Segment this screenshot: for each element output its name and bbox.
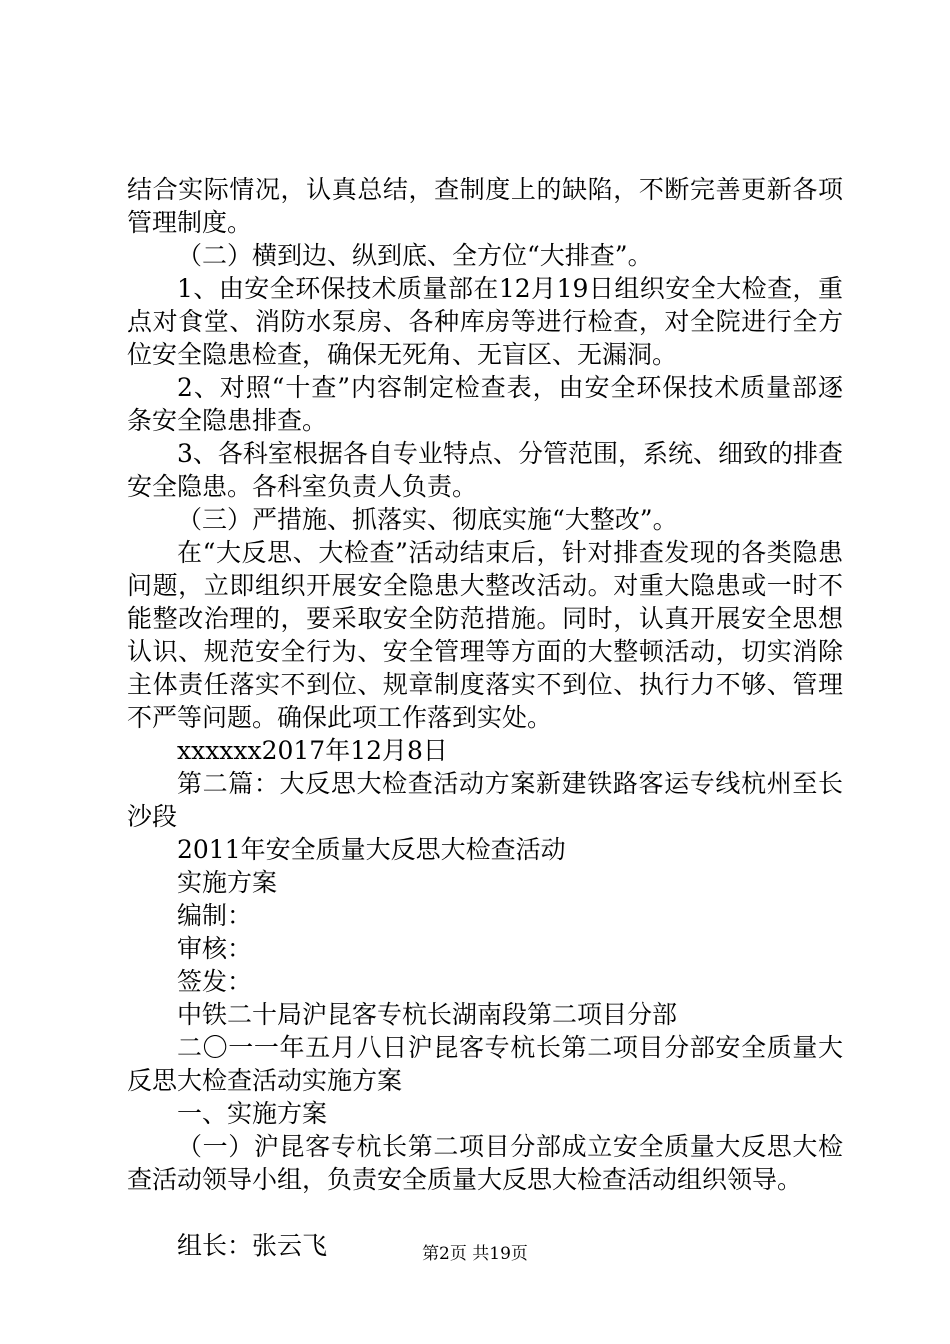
organization-name: 中铁二十局沪昆客专杭长湖南段第二项目分部 [177, 1000, 678, 1029]
reviewed-by: 审核： [177, 934, 253, 963]
issued-by: 签发： [177, 967, 253, 996]
section-heading-1: 一、实施方案 [177, 1099, 328, 1128]
document-body [127, 173, 843, 1262]
page-footer: 第2页 共19页 [422, 1244, 528, 1264]
date-and-plan-title: 二〇一一年五月八日沪昆客专杭长第二项目分部安全质量大反思大检查活动实施方案 [127, 1033, 843, 1095]
list-item-3: 3、各科室根据各自专业特点、分管范围，系统、细致的排查安全隐患。各科室负责人负责。 [127, 439, 843, 501]
paragraph-continuation: 结合实际情况，认真总结，查制度上的缺陷，不断完善更新各项管理制度。 [127, 175, 843, 237]
signature-date: xxxxxx2017年12月8日 [177, 736, 448, 765]
list-item-1: 1、由安全环保技术质量部在12月19日组织安全大检查，重点对食堂、消防水泵房、各种库房等进行检查，对全院进行全方位安全隐患检查，确保无死角、无盲区、无漏洞。 [127, 274, 843, 369]
list-item-2: 2、对照“十查”内容制定检查表，由安全环保技术质量部逐条安全隐患排查。 [127, 373, 843, 435]
section-heading-3: （三）严措施、抓落实、彻底实施“大整改”。 [177, 505, 678, 534]
blank-line [127, 1196, 843, 1229]
subsection-1: （一）沪昆客专杭长第二项目分部成立安全质量大反思大检查活动领导小组，负责安全质量大反思大检查活动组织领导。 [127, 1132, 843, 1194]
plan-title-line-2: 实施方案 [177, 868, 278, 897]
compiled-by: 编制： [177, 901, 253, 930]
chapter-title: 第二篇：大反思大检查活动方案新建铁路客运专线杭州至长沙段 [127, 769, 843, 831]
section-heading-2: （二）横到边、纵到底、全方位“大排查”。 [177, 241, 653, 270]
paragraph-rectification: 在“大反思、大检查”活动结束后，针对排查发现的各类隐患问题，立即组织开展安全隐患大整改活动。对重大隐患或一时不能整改治理的，要采取安全防范措施。同时，认真开展安全思想认识、规范安全行为、安全管理等方面的大整顿活动，切实消除主体责任落实不到位、规章制度落实不到位、执行力不够、管理不严等问题。确保此项工作落到实处。 [127, 538, 843, 732]
team-leader: 组长：张云飞 [177, 1231, 328, 1260]
plan-title-line-1: 2011年安全质量大反思大检查活动 [177, 835, 566, 864]
